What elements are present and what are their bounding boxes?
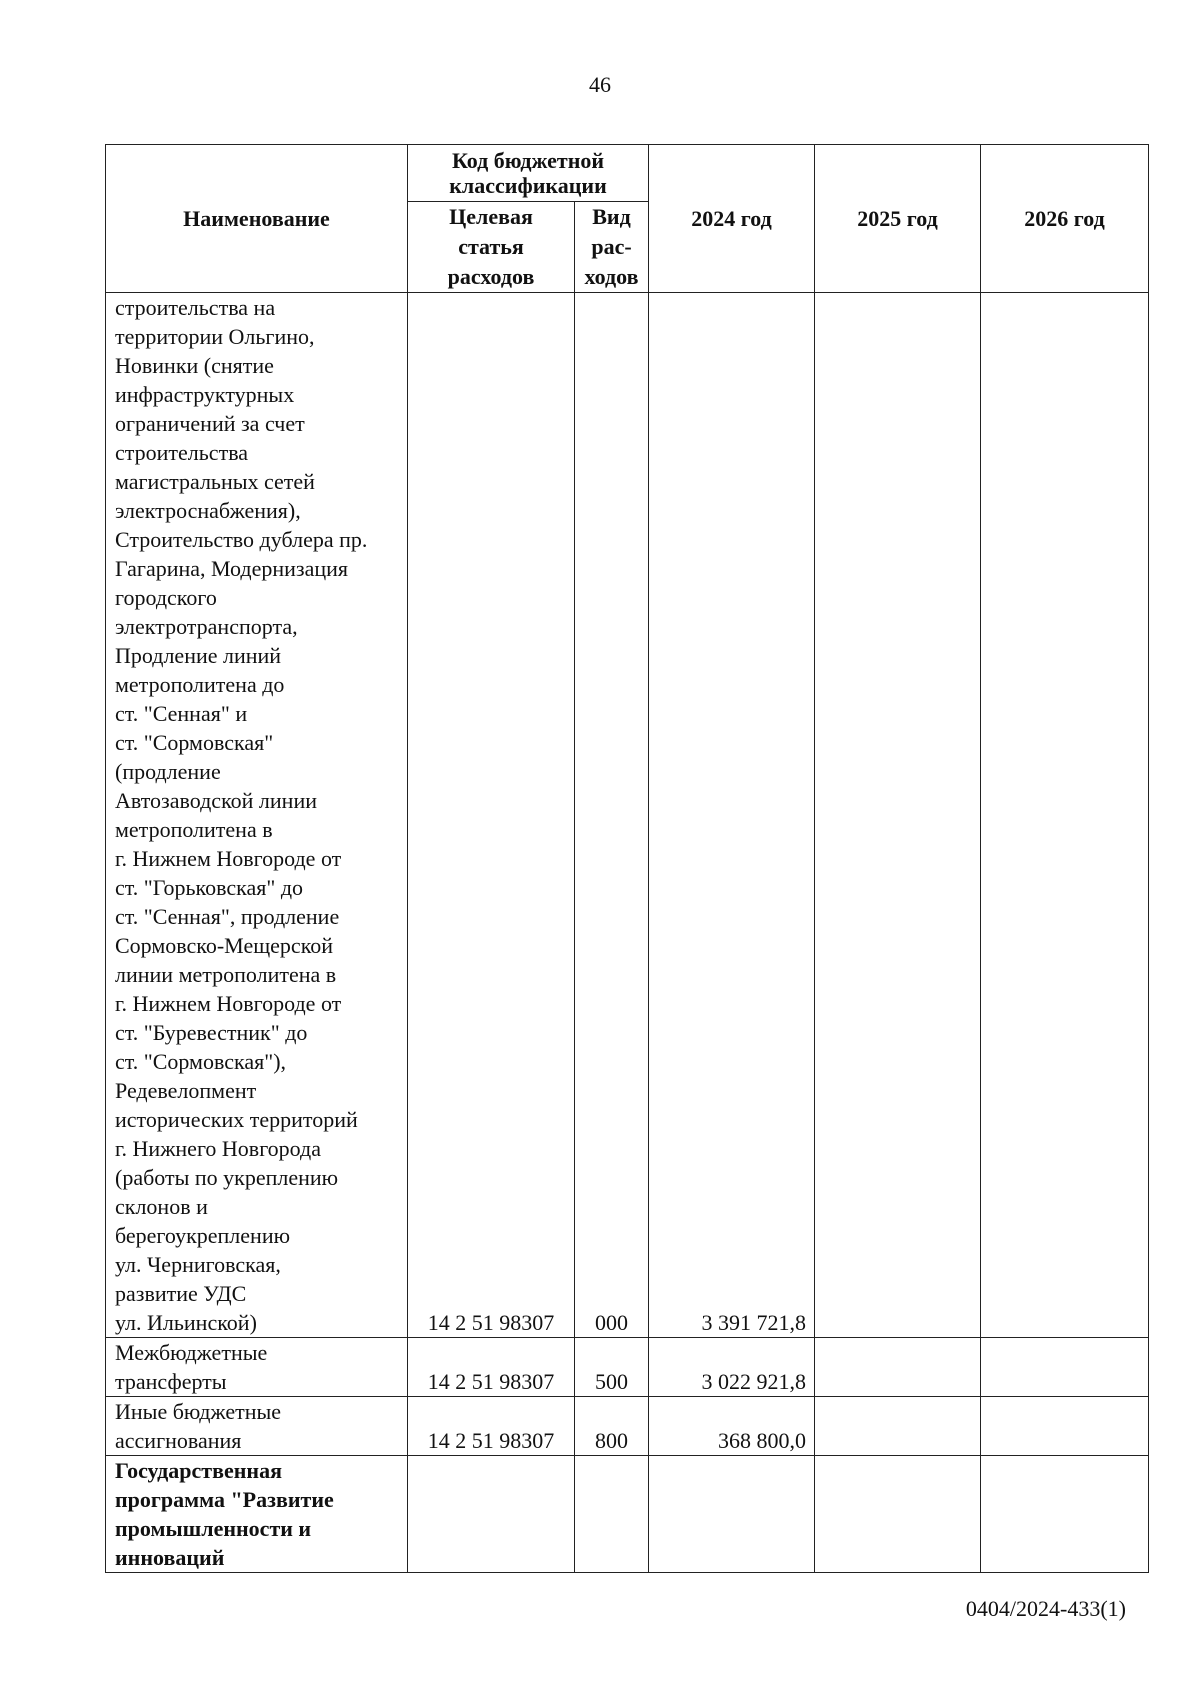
header-expense-type: Вид рас- ходов [575, 202, 649, 293]
budget-table [105, 144, 1149, 1573]
table-row [106, 1456, 1149, 1573]
page-number: 46 [589, 72, 611, 97]
table-row [106, 1397, 1149, 1456]
row-amount-2026 [981, 1456, 1149, 1573]
header-budget-code: Код бюджетной классификации [408, 145, 649, 202]
table-row [106, 293, 1149, 1338]
table-row [106, 1338, 1149, 1397]
row-amount-2025 [815, 293, 981, 1338]
row-expense-type: 500 [575, 1338, 649, 1397]
row-target-article: 14 2 51 98307 [408, 1338, 575, 1397]
row-amount-2024: 368 800,0 [649, 1397, 815, 1456]
header-year-2024: 2024 год [649, 145, 815, 293]
row-name: Государственная программа "Развитие промышленности и инноваций [106, 1456, 408, 1573]
header-target-article: Целевая статья расходов [408, 202, 575, 293]
row-target-article: 14 2 51 98307 [408, 1397, 575, 1456]
header-name: Наименование [106, 145, 408, 293]
row-target-article [408, 1456, 575, 1573]
row-amount-2024: 3 391 721,8 [649, 293, 815, 1338]
row-amount-2025 [815, 1456, 981, 1573]
row-expense-type: 000 [575, 293, 649, 1338]
row-amount-2026 [981, 1397, 1149, 1456]
table-header [106, 145, 1149, 293]
row-target-article: 14 2 51 98307 [408, 293, 575, 1338]
row-amount-2024 [649, 1456, 815, 1573]
row-amount-2026 [981, 293, 1149, 1338]
header-year-2026: 2026 год [981, 145, 1149, 293]
row-amount-2025 [815, 1338, 981, 1397]
row-name: Межбюджетные трансферты [106, 1338, 408, 1397]
row-name: Иные бюджетные ассигнования [106, 1397, 408, 1456]
header-year-2025: 2025 год [815, 145, 981, 293]
row-amount-2025 [815, 1397, 981, 1456]
row-amount-2024: 3 022 921,8 [649, 1338, 815, 1397]
document-code: 0404/2024-433(1) [965, 1596, 1126, 1621]
row-amount-2026 [981, 1338, 1149, 1397]
row-expense-type: 800 [575, 1397, 649, 1456]
row-name: строительства на территории Ольгино, Новинки (снятие инфраструктурных ограничений за счет строительства магистральных сетей электроснабжения), Строительство дублера пр. Гагарина, Модернизация городского электротранспорта, Продление линий метрополитена до ст. "Сенная" и ст. "Сормовская" (продление Автозаводской линии метрополитена в г. Нижнем Новгороде от ст. "Горьковская" до ст. "Сенная", продление Сормовско-Мещерской линии метрополитена в г. Нижнем Новгороде от ст. "Буревестник" до ст. "Сормовская"), Редевелопмент исторических территорий г. Нижнего Новгорода (работы по укреплению склонов и берегоукреплению ул. Черниговская, развитие УДС ул. Ильинской) [106, 293, 408, 1338]
row-expense-type [575, 1456, 649, 1573]
